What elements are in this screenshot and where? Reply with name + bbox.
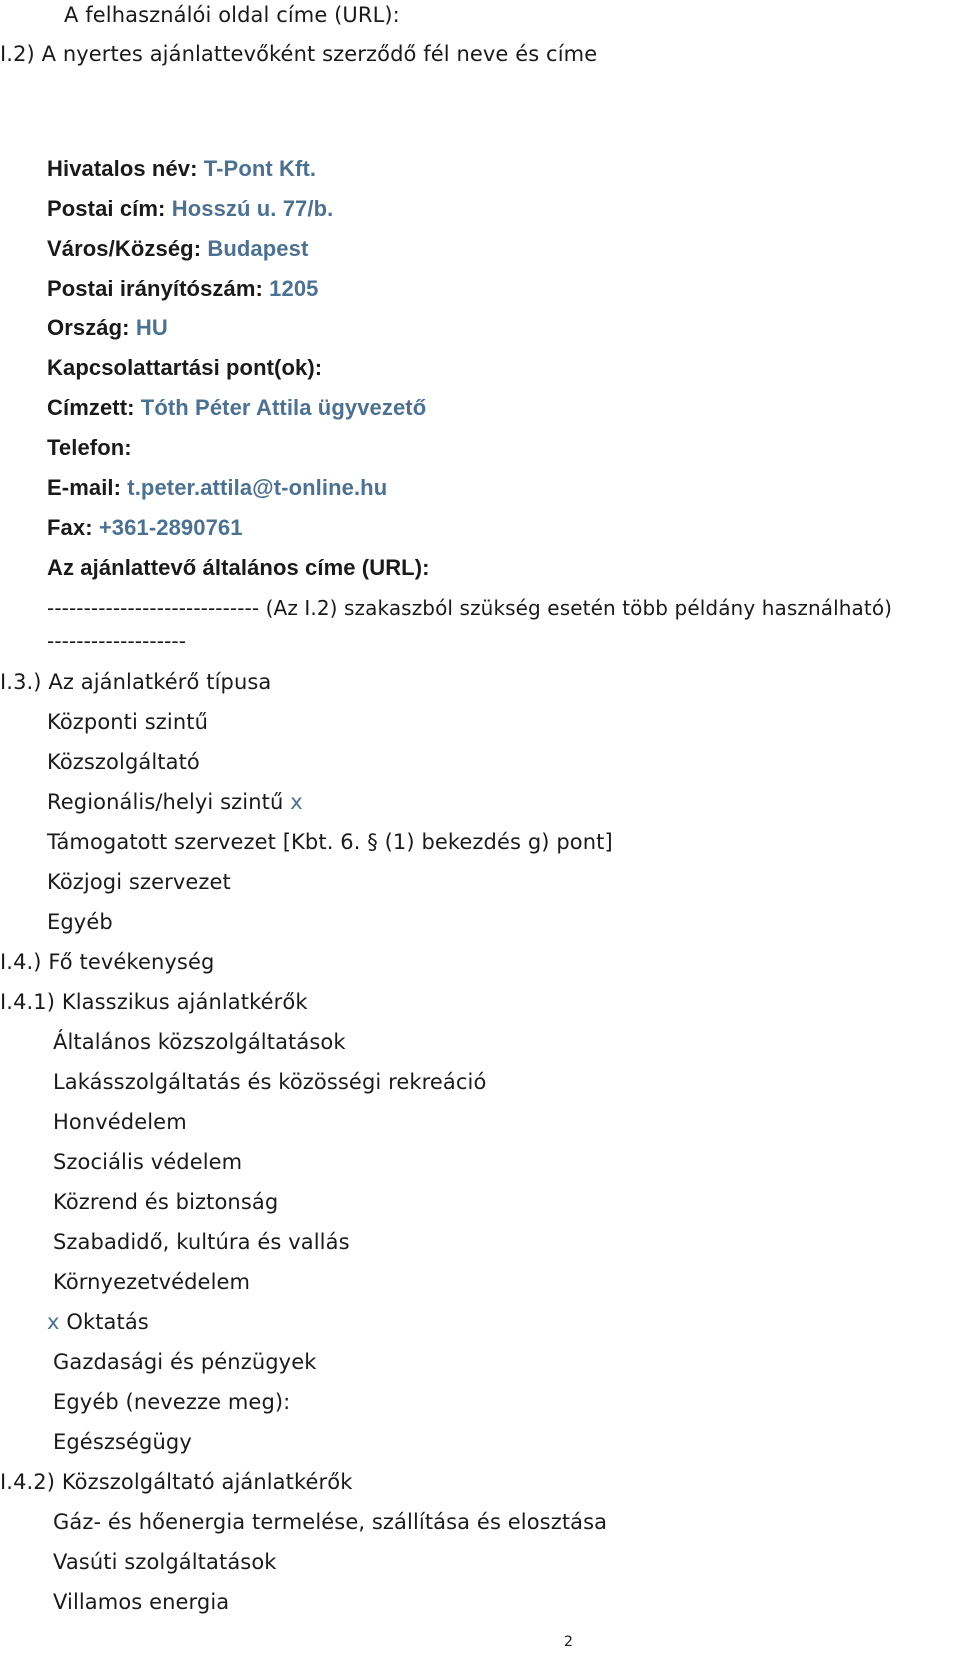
org-type-label: Egyéb: [47, 910, 113, 934]
email-label: E-mail:: [47, 475, 122, 500]
country-label: Ország:: [47, 315, 130, 340]
activity-label: Oktatás: [66, 1310, 149, 1334]
country-row: [47, 314, 168, 342]
activity-item: Honvédelem: [53, 1110, 187, 1134]
selected-mark: x: [47, 1310, 60, 1334]
separator-end: -------------------: [47, 629, 187, 653]
contact-points-label: Kapcsolattartási pont(ok):: [47, 355, 323, 380]
general-url-label: Az ajánlattevő általános címe (URL):: [47, 555, 430, 580]
selected-mark: x: [290, 790, 303, 814]
city-label: Város/Község:: [47, 236, 202, 261]
utility-activity-item: Villamos energia: [53, 1590, 230, 1614]
fax-row: [47, 514, 243, 542]
zip-value: 1205: [269, 276, 319, 301]
section-i3-heading: I.3.) Az ajánlatkérő típusa: [0, 670, 272, 694]
postal-address-label: Postai cím:: [47, 196, 166, 221]
zip-label: Postai irányítószám:: [47, 276, 263, 301]
org-type-label: Támogatott szervezet [Kbt. 6. § (1) bekezdés g) pont]: [47, 830, 613, 854]
utility-activity-item: Gáz- és hőenergia termelése, szállítása és elosztása: [53, 1510, 608, 1534]
org-type-option: [47, 828, 613, 856]
recipient-value: Tóth Péter Attila ügyvezető: [140, 395, 427, 420]
org-type-label: Központi szintű: [47, 710, 208, 734]
section-i41-heading: I.4.1) Klasszikus ajánlatkérők: [0, 990, 308, 1014]
activity-item: Lakásszolgáltatás és közösségi rekreáció: [53, 1070, 487, 1094]
org-type-option: [47, 748, 200, 776]
email-value: t.peter.attila@t-online.hu: [127, 475, 388, 500]
section-i42-heading: I.4.2) Közszolgáltató ajánlatkérők: [0, 1470, 353, 1494]
zip-row: [47, 275, 319, 303]
activity-item: Gazdasági és pénzügyek: [53, 1350, 317, 1374]
section-i2-heading: I.2) A nyertes ajánlattevőként szerződő fél neve és címe: [0, 42, 598, 66]
separator-note: ----------------------------- (Az I.2) szakaszból szükség esetén több példány használható): [47, 596, 893, 620]
official-name-label: Hivatalos név:: [47, 156, 198, 181]
org-type-label: Regionális/helyi szintű: [47, 790, 284, 814]
org-type-option: [47, 708, 208, 736]
activity-item: Környezetvédelem: [53, 1270, 251, 1294]
activity-item-selected: [47, 1308, 149, 1336]
activity-item: Egészségügy: [53, 1430, 192, 1454]
activity-item: Szociális védelem: [53, 1150, 243, 1174]
activity-item: Közrend és biztonság: [53, 1190, 279, 1214]
email-row: [47, 474, 387, 502]
recipient-label: Címzett:: [47, 395, 135, 420]
utility-activity-item: Vasúti szolgáltatások: [53, 1550, 277, 1574]
org-type-option: [47, 868, 231, 896]
recipient-row: [47, 394, 426, 422]
official-name-row: [47, 155, 316, 183]
postal-address-row: [47, 195, 333, 223]
activity-item: Egyéb (nevezze meg):: [53, 1390, 291, 1414]
postal-address-value: Hosszú u. 77/b.: [171, 196, 334, 221]
user-url-label: A felhasználói oldal címe (URL):: [64, 3, 400, 27]
fax-label: Fax:: [47, 515, 93, 540]
org-type-option: [47, 788, 303, 816]
phone-label: Telefon:: [47, 435, 132, 460]
city-value: Budapest: [207, 236, 309, 261]
country-value: HU: [135, 315, 168, 340]
section-i4-heading: I.4.) Fő tevékenység: [0, 950, 215, 974]
city-row: [47, 235, 308, 263]
page-number: 2: [564, 1634, 573, 1650]
org-type-label: Közjogi szervezet: [47, 870, 231, 894]
activity-item: Általános közszolgáltatások: [53, 1030, 346, 1054]
activity-item: Szabadidő, kultúra és vallás: [53, 1230, 350, 1254]
fax-value: +361-2890761: [98, 515, 243, 540]
org-type-label: Közszolgáltató: [47, 750, 200, 774]
org-type-option: [47, 908, 113, 936]
official-name-value: T-Pont Kft.: [203, 156, 317, 181]
